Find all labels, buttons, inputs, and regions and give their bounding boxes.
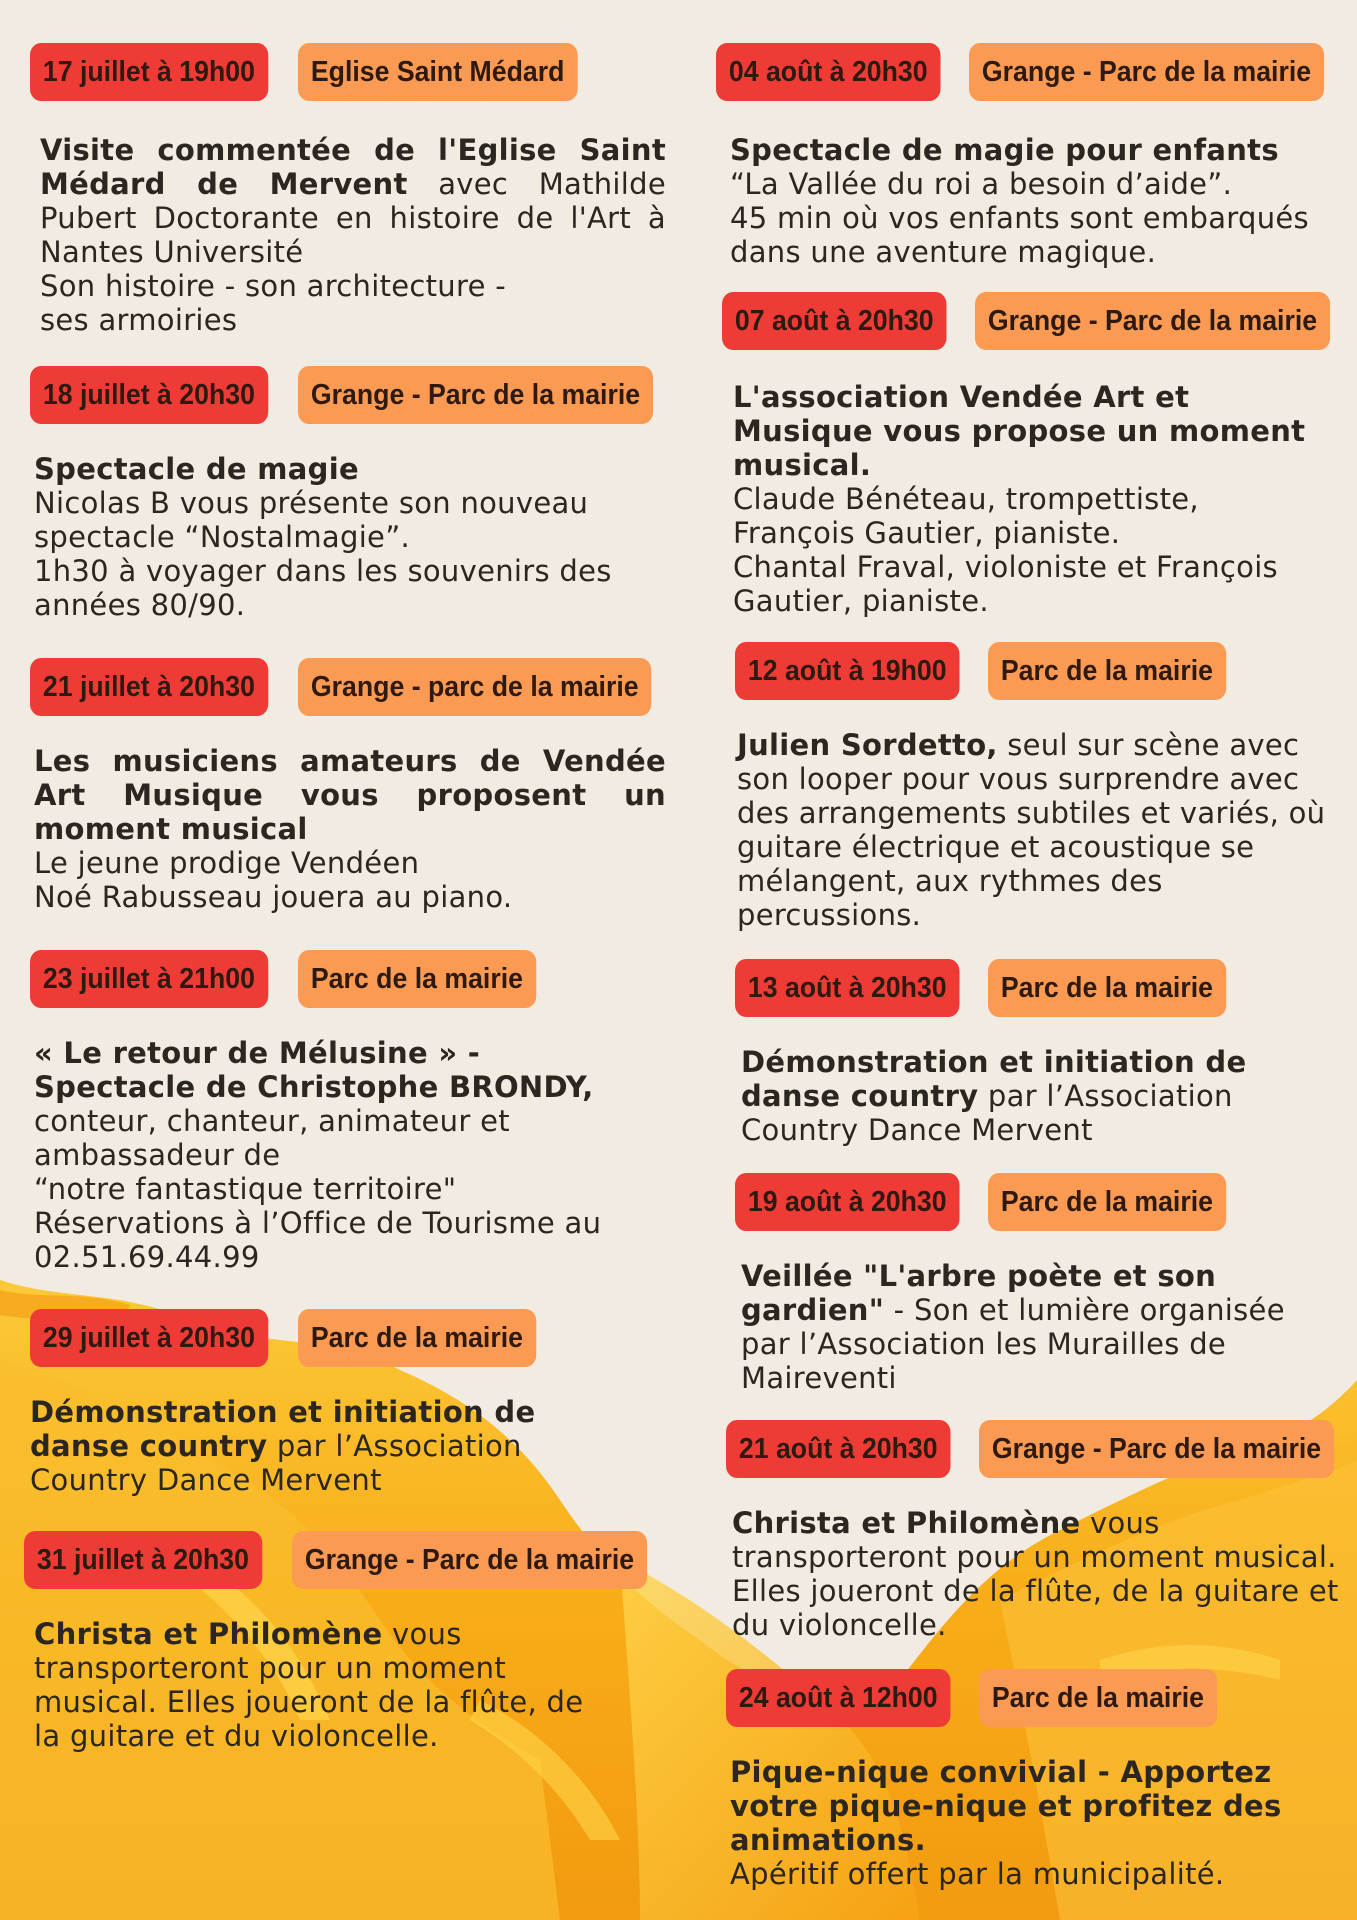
- event-line: dans une aventure magique.: [730, 235, 1157, 269]
- event-line: ses armoiries: [40, 303, 238, 337]
- event-text: - Son et lumière organisée par l’Association les Murailles de Maireventi: [741, 1293, 1285, 1395]
- event-description: [30, 452, 670, 622]
- event-text: seul sur scène avec son looper pour vous surprendre avec des arrangements subtiles et variés, où guitare électrique et acoustique se mélangent, aux rythmes des percussions.: [737, 728, 1326, 932]
- event-description: [735, 1259, 1301, 1395]
- event-date-tag: 18 juillet à 20h30: [30, 366, 268, 424]
- event-place-tag: Parc de la mairie: [988, 642, 1226, 700]
- event-tags: [735, 1173, 1355, 1231]
- event-line: Son histoire - son architecture -: [40, 269, 506, 303]
- event-date-tag: 29 juillet à 20h30: [30, 1309, 268, 1367]
- event-title: Démonstration et initiation de danse country: [30, 1395, 536, 1463]
- event-place-tag: Grange - parc de la mairie: [298, 658, 651, 716]
- event-date-tag: 24 août à 12h00: [726, 1669, 950, 1727]
- event-card: [30, 658, 666, 914]
- event-card: [716, 43, 1356, 269]
- event-tags: [735, 642, 1355, 700]
- event-line: ambassadeur de: [34, 1138, 281, 1172]
- event-place-tag: Parc de la mairie: [298, 950, 536, 1008]
- event-line: “notre fantastique territoire": [34, 1172, 457, 1206]
- event-line: Nicolas B vous présente son nouveau: [34, 486, 589, 520]
- event-tags: [24, 1531, 634, 1589]
- event-text: avec Mathilde Pubert Doctorante en histoire de l'Art à Nantes Université: [40, 167, 666, 269]
- event-tags: [30, 43, 666, 101]
- event-card: [735, 642, 1355, 932]
- event-line: Gautier, pianiste.: [733, 584, 989, 618]
- event-date-tag: 21 juillet à 20h30: [30, 658, 268, 716]
- event-title: Spectacle de magie: [34, 452, 359, 486]
- event-line: 45 min où vos enfants sont embarqués: [730, 201, 1309, 235]
- event-description: [722, 380, 1333, 618]
- event-description: [30, 133, 666, 337]
- event-title: Veillée "L'arbre poète et son gardien": [741, 1259, 1217, 1327]
- event-text: vous transporteront pour un moment musical. Elles joueront de la flûte, de la guitare et du violoncelle.: [34, 1617, 584, 1753]
- event-line: Chantal Fraval, violoniste et François: [733, 550, 1278, 584]
- event-line: 1h30 à voyager dans les souvenirs des: [34, 554, 612, 588]
- event-text: par l’Association Country Dance Mervent: [30, 1429, 522, 1497]
- event-title: Spectacle de magie pour enfants: [730, 133, 1279, 167]
- event-title: Julien Sordetto,: [737, 728, 998, 762]
- event-tags: [735, 959, 1355, 1017]
- event-place-tag: Grange - Parc de la mairie: [979, 1420, 1334, 1478]
- event-place-tag: Grange - Parc de la mairie: [975, 292, 1330, 350]
- event-date-tag: 07 août à 20h30: [722, 292, 946, 350]
- event-place-tag: Parc de la mairie: [979, 1669, 1217, 1727]
- event-title: L'association Vendée Art et Musique vous propose un moment musical.: [733, 380, 1306, 482]
- event-line: Apéritif offert par la municipalité.: [730, 1857, 1225, 1891]
- event-card: [735, 959, 1355, 1147]
- event-tags: [30, 658, 666, 716]
- event-title: Christa et Philomène: [34, 1617, 383, 1651]
- event-line: François Gautier, pianiste.: [733, 516, 1121, 550]
- event-description: [735, 728, 1342, 932]
- event-date-tag: 04 août à 20h30: [716, 43, 940, 101]
- event-description: [726, 1755, 1290, 1891]
- event-line: Le jeune prodige Vendéen: [34, 846, 420, 880]
- event-place-tag: Grange - Parc de la mairie: [298, 366, 653, 424]
- event-place-tag: Eglise Saint Médard: [298, 43, 577, 101]
- event-date-tag: 23 juillet à 21h00: [30, 950, 268, 1008]
- event-place-tag: Grange - Parc de la mairie: [292, 1531, 647, 1589]
- event-line: 02.51.69.44.99: [34, 1240, 260, 1274]
- event-place-tag: Parc de la mairie: [988, 1173, 1226, 1231]
- event-description: [716, 133, 1356, 269]
- event-line: années 80/90.: [34, 588, 246, 622]
- event-line: Claude Bénéteau, trompettiste,: [733, 482, 1199, 516]
- event-description: [735, 1045, 1301, 1147]
- event-tags: [30, 950, 670, 1008]
- event-line: Réservations à l’Office de Tourisme au: [34, 1206, 602, 1240]
- event-line: “La Vallée du roi a besoin d’aide”.: [730, 167, 1233, 201]
- event-title: Visite commentée de l'Eglise Saint Médard de Mervent: [40, 133, 666, 201]
- event-card: [726, 1669, 1346, 1891]
- event-line: conteur, chanteur, animateur et: [34, 1104, 510, 1138]
- event-tags: [716, 43, 1356, 101]
- event-place-tag: Grange - Parc de la mairie: [969, 43, 1324, 101]
- event-tags: [30, 366, 670, 424]
- event-description: [726, 1506, 1342, 1642]
- event-date-tag: 21 août à 20h30: [726, 1420, 950, 1478]
- event-title: Démonstration et initiation de danse country: [741, 1045, 1247, 1113]
- event-title-line: « Le retour de Mélusine » -: [34, 1036, 481, 1070]
- event-line: spectacle “Nostalmagie”.: [34, 520, 411, 554]
- event-description: [30, 1395, 590, 1497]
- event-text: vous transporteront pour un moment musical. Elles joueront de la flûte, de la guitare et du violoncelle.: [732, 1506, 1339, 1642]
- event-text: par l’Association Country Dance Mervent: [741, 1079, 1233, 1147]
- event-tags: [30, 1309, 590, 1367]
- event-title: Les musiciens amateurs de Vendée Art Musique vous proposent un moment musical: [34, 744, 666, 846]
- event-tags: [722, 292, 1352, 350]
- event-date-tag: 12 août à 19h00: [735, 642, 959, 700]
- event-date-tag: 13 août à 20h30: [735, 959, 959, 1017]
- event-date-tag: 19 août à 20h30: [735, 1173, 959, 1231]
- event-place-tag: Parc de la mairie: [298, 1309, 536, 1367]
- event-date-tag: 31 juillet à 20h30: [24, 1531, 262, 1589]
- event-title-line: Spectacle de Christophe BRONDY,: [34, 1070, 594, 1104]
- event-card: [30, 366, 670, 622]
- event-card: [30, 950, 670, 1274]
- event-description: [24, 1617, 594, 1753]
- event-title: Christa et Philomène: [732, 1506, 1081, 1540]
- event-tags: [726, 1669, 1346, 1727]
- event-line: Noé Rabusseau jouera au piano.: [34, 880, 513, 914]
- event-card: [735, 1173, 1355, 1395]
- event-tags: [726, 1420, 1354, 1478]
- event-card: [30, 1309, 590, 1497]
- event-title: Pique-nique convivial - Apportez votre pique-nique et profitez des animations.: [730, 1755, 1282, 1857]
- event-place-tag: Parc de la mairie: [988, 959, 1226, 1017]
- event-card: [722, 292, 1352, 618]
- event-card: [24, 1531, 634, 1753]
- event-card: [726, 1420, 1354, 1642]
- event-date-tag: 17 juillet à 19h00: [30, 43, 268, 101]
- event-description: [30, 744, 666, 914]
- event-description: [30, 1036, 670, 1274]
- event-card: [30, 43, 666, 337]
